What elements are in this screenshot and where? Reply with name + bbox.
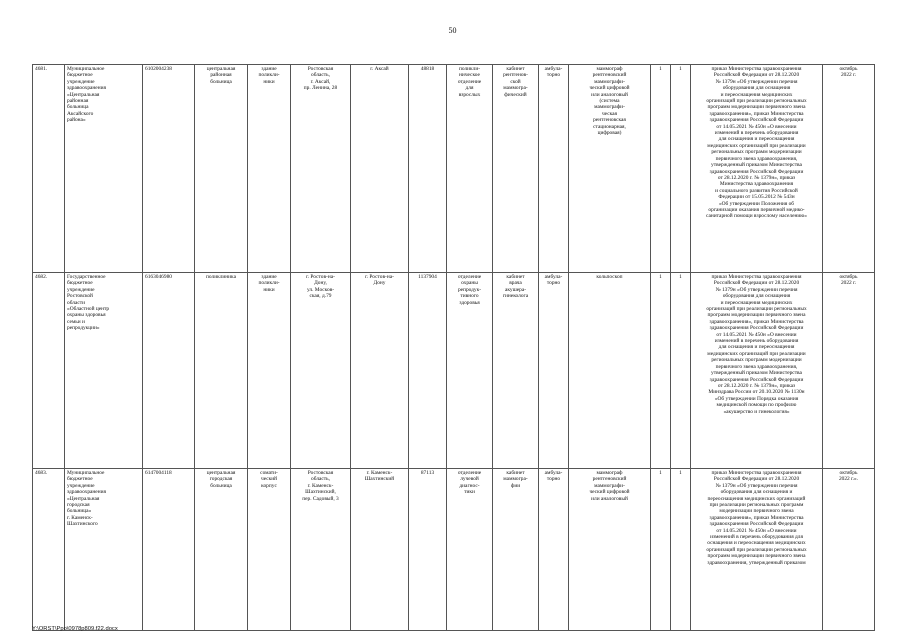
facility-type-line: городская bbox=[209, 476, 233, 483]
room-name-line: кабинет bbox=[506, 274, 525, 280]
facility-address-line: Шахтинский, bbox=[305, 489, 336, 496]
care-form bbox=[539, 273, 569, 469]
legal-basis-line: региональных программ модернизации bbox=[711, 149, 802, 156]
facility-address-line: г. Аксай, bbox=[310, 78, 331, 85]
room-name-line: маммогра- bbox=[503, 476, 528, 483]
locality-name bbox=[351, 65, 409, 273]
legal-basis-line: от 28.12.2020 г. № 1379н», приказ bbox=[717, 382, 796, 389]
equipment-name-line: кольпоскоп bbox=[596, 274, 623, 280]
locality-name-line: г. Аксай bbox=[370, 66, 389, 72]
quantity-1-value: 1 bbox=[659, 66, 662, 72]
organization-name bbox=[65, 469, 143, 631]
page-number: 50 bbox=[448, 26, 457, 35]
delivery-date-line: 2022 г. bbox=[840, 280, 857, 287]
organization-name-line: Государственное bbox=[67, 274, 106, 280]
organization-name-line: г. Каменск- bbox=[67, 514, 93, 521]
organization-name-line: учреждение bbox=[67, 482, 95, 489]
room-name-line: акушера- bbox=[504, 286, 527, 293]
room-name-line: врача bbox=[509, 280, 522, 287]
legal-basis-line: региональных программ модернизации bbox=[711, 357, 802, 364]
organization-name-line: Шахтинского bbox=[67, 521, 98, 528]
equipment-name bbox=[569, 469, 651, 631]
table-row bbox=[33, 469, 875, 631]
room-name bbox=[493, 469, 539, 631]
row-number-value: 4682. bbox=[35, 274, 48, 280]
row-number bbox=[33, 65, 65, 273]
organization-name-line: семьи и bbox=[67, 318, 85, 325]
equipment-name-line: ческий цифровой bbox=[589, 85, 630, 92]
delivery-date-line: октябрь bbox=[839, 470, 858, 476]
facility-address-line: ская, д.79 bbox=[309, 293, 332, 300]
department-name-line: отделение bbox=[457, 78, 482, 85]
quantity-2 bbox=[671, 469, 691, 631]
care-form-line: торно bbox=[546, 280, 561, 287]
equipment-name-line: стационарная, bbox=[593, 123, 626, 130]
organization-name-line: Муниципальное bbox=[67, 470, 105, 476]
department-name-line: тивного bbox=[460, 293, 479, 300]
legal-basis-line: и переоснащения медицинских bbox=[720, 299, 793, 306]
legal-basis-line: приказ Министерства здравоохранения bbox=[711, 470, 802, 476]
legal-basis-line: здравоохранения», приказ Министерства bbox=[709, 110, 804, 117]
facility-address-line: область, bbox=[311, 72, 330, 79]
facility-address-line: г. Ростов-на- bbox=[306, 274, 335, 280]
legal-basis-line: первичного звена здравоохранения, bbox=[715, 155, 798, 162]
inn-code-value: 6163046980 bbox=[145, 274, 172, 280]
department-name-line: репродук- bbox=[457, 286, 482, 293]
footer-file-path: Y:\ORST\Ppo\0978p809.f22.docx bbox=[32, 626, 118, 632]
delivery-date bbox=[823, 65, 875, 273]
legal-basis-line: санитарной помощи взрослому населению» bbox=[706, 213, 807, 220]
locality-code bbox=[409, 469, 447, 631]
organization-name-line: бюджетное bbox=[67, 476, 93, 483]
organization-name-line: «Центральная bbox=[67, 495, 100, 502]
organization-name-line: области bbox=[67, 299, 86, 306]
locality-name bbox=[351, 469, 409, 631]
legal-basis bbox=[691, 469, 823, 631]
facility-type-line: центральная bbox=[206, 66, 236, 72]
inn-code bbox=[143, 273, 195, 469]
care-form bbox=[539, 65, 569, 273]
facility-type bbox=[195, 469, 248, 631]
room-name-line: фический bbox=[504, 91, 527, 98]
legal-basis-line: Российской Федерации от 28.12.2020 bbox=[713, 476, 800, 483]
legal-basis-line: «Об утверждении Порядка оказания bbox=[714, 395, 799, 402]
department-name-line: диагнос- bbox=[459, 482, 480, 489]
legal-basis-line: оборудования для оснащения и bbox=[720, 489, 793, 496]
building-name-line: здание bbox=[261, 274, 277, 280]
legal-basis-line: оборудования для оснащения bbox=[722, 293, 791, 300]
department-name-line: здоровья bbox=[459, 299, 480, 306]
equipment-name-line: рентгеновский bbox=[592, 72, 627, 79]
legal-basis-line: медицинских организаций при реализации bbox=[707, 142, 806, 149]
locality-name-line: Шахтинский bbox=[364, 476, 395, 483]
department-name-line: ническое bbox=[459, 72, 480, 79]
legal-basis-line: модернизации первичного звена bbox=[719, 508, 794, 515]
organization-name-line: охраны здоровья bbox=[67, 312, 106, 319]
organization-name-line: больница bbox=[67, 104, 89, 111]
legal-basis-line: здравоохранения», приказ Министерства bbox=[709, 318, 804, 325]
row-number-value: 4683. bbox=[35, 470, 48, 476]
legal-basis-line: медицинских организаций при реализации bbox=[707, 350, 806, 357]
organization-name-line: «Областной центр bbox=[67, 306, 110, 313]
legal-basis-line: утвержденный приказом Министерства bbox=[711, 162, 802, 169]
legal-basis-line: при реализации региональных программ bbox=[709, 502, 804, 509]
legal-basis-line: первичного звена здравоохранения, bbox=[715, 363, 798, 370]
table-row bbox=[33, 273, 875, 469]
room-name-line: кабинет bbox=[506, 66, 525, 72]
inn-code-value: 6147004118 bbox=[145, 470, 172, 476]
legal-basis-line: Российской Федерации от 28.12.2020 bbox=[713, 72, 800, 79]
facility-type-line: поликлиника bbox=[206, 274, 236, 280]
department-name bbox=[447, 65, 493, 273]
department-name-line: отделение bbox=[457, 274, 482, 280]
delivery-date-line: 2022 г. bbox=[840, 72, 857, 79]
row-number bbox=[33, 273, 65, 469]
department-name-line: взрослых bbox=[458, 91, 481, 98]
care-form-line: торно bbox=[546, 476, 561, 483]
legal-basis-line: здравоохранения, утвержденный приказом bbox=[707, 559, 806, 566]
legal-basis-line: Российской Федерации от 28.12.2020 bbox=[713, 280, 800, 287]
organization-name-line: района» bbox=[67, 117, 86, 124]
organization-name-line: здравоохранения bbox=[67, 85, 106, 92]
legal-basis-line: здравоохранения Российской Федерации bbox=[709, 325, 804, 332]
locality-code bbox=[409, 65, 447, 273]
legal-basis-line: организаций при реализации региональных bbox=[706, 98, 807, 105]
facility-address-line: ул. Москов- bbox=[306, 286, 335, 293]
building-name-line: здание bbox=[261, 66, 277, 72]
room-name-line: фии bbox=[510, 482, 521, 489]
legal-basis-line: программ модернизации первичного звена bbox=[707, 553, 806, 560]
locality-name-line: г. Каменск- bbox=[366, 470, 393, 476]
legal-basis-line: медицинской помощи по профилю bbox=[716, 402, 797, 409]
quantity-2 bbox=[671, 65, 691, 273]
legal-basis-line: «Об утверждении Положения об bbox=[718, 200, 795, 207]
building-name-line: сомати- bbox=[260, 470, 278, 476]
department-name bbox=[447, 469, 493, 631]
locality-name-line: г. Ростов-на- bbox=[365, 274, 394, 280]
legal-basis-line: и социального развития Российской bbox=[715, 187, 798, 194]
building-name bbox=[248, 65, 291, 273]
legal-basis-line: оснащения и переоснащения медицинских bbox=[707, 540, 806, 547]
legal-basis-line: Министерства здравоохранения bbox=[719, 181, 794, 188]
delivery-date-line: октябрь bbox=[839, 66, 858, 72]
building-name-line: поликли- bbox=[258, 72, 280, 79]
legal-basis-line: организаций при реализации региональных bbox=[706, 546, 807, 553]
legal-basis-line: приказ Министерства здравоохранения bbox=[711, 66, 802, 72]
locality-name-line: Дону bbox=[373, 280, 386, 287]
legal-basis-line: и переоснащения медицинских bbox=[720, 91, 793, 98]
quantity-1-value: 1 bbox=[659, 470, 662, 476]
department-name-line: лучевой bbox=[460, 476, 479, 483]
legal-basis-line: от 28.12.2020 г. № 1379н», приказ bbox=[717, 174, 796, 181]
legal-basis-line: для оснащения и переоснащения bbox=[718, 136, 795, 143]
delivery-date-line: октябрь bbox=[839, 274, 858, 280]
facility-address-line: область, bbox=[311, 476, 330, 483]
legal-basis-line: изменений в перечень оборудования bbox=[714, 130, 799, 137]
facility-address-line: Дону, bbox=[314, 280, 327, 287]
department-name-line: поликли- bbox=[458, 66, 481, 72]
legal-basis-line: от 14.05.2021 № 450н «О внесении bbox=[716, 123, 797, 130]
legal-basis-line: здравоохранения Российской Федерации bbox=[709, 117, 804, 124]
facility-address-line: пер. Садовый, 3 bbox=[302, 495, 339, 502]
organization-name-line: здравоохранения bbox=[67, 489, 106, 496]
equipment-name-line: маммографи- bbox=[594, 78, 625, 85]
room-name-line: гинеколога bbox=[502, 293, 529, 300]
organization-name-line: больница» bbox=[67, 508, 92, 515]
legal-basis-line: программ модернизации первичного звена bbox=[707, 104, 806, 111]
organization-name bbox=[65, 65, 143, 273]
care-form-line: амбула- bbox=[544, 66, 563, 72]
legal-basis-line: изменений в перечень оборудования для bbox=[710, 534, 803, 541]
inn-code bbox=[143, 469, 195, 631]
equipment-name-line: ческий цифровой bbox=[589, 489, 630, 496]
equipment-name-line: рентгеновский bbox=[592, 476, 627, 483]
legal-basis-line: № 1379н «Об утверждении перечня bbox=[715, 286, 798, 293]
facility-type-line: районная bbox=[210, 72, 232, 79]
room-name bbox=[493, 273, 539, 469]
legal-basis-line: здравоохранения Российской Федерации bbox=[709, 521, 804, 528]
building-name-line: ники bbox=[263, 286, 275, 293]
locality-code-value: 48818 bbox=[420, 66, 435, 72]
care-form-line: торно bbox=[546, 72, 561, 79]
legal-basis-line: организации оказания первичной медико- bbox=[708, 206, 805, 213]
legal-basis-line: программ модернизации первичного звена bbox=[707, 312, 806, 319]
inn-code-value: 6102004238 bbox=[145, 66, 172, 72]
equipment-name-line: или аналоговый bbox=[591, 91, 628, 98]
register-table bbox=[32, 64, 875, 631]
organization-name-line: «Центральная bbox=[67, 91, 100, 98]
facility-address bbox=[291, 469, 351, 631]
legal-basis bbox=[691, 273, 823, 469]
organization-name-line: учреждение bbox=[67, 78, 95, 85]
facility-type bbox=[195, 65, 248, 273]
legal-basis-line: от 14.05.2021 № 450н «О внесении bbox=[716, 331, 797, 338]
building-name-line: корпус bbox=[261, 482, 277, 489]
organization-name-line: Ростовской bbox=[67, 293, 93, 300]
legal-basis-line: Минздрава России от 20.10.2020 № 1130н bbox=[708, 389, 805, 396]
delivery-date bbox=[823, 469, 875, 631]
delivery-date bbox=[823, 273, 875, 469]
organization-name-line: городская bbox=[67, 502, 90, 509]
quantity-2 bbox=[671, 273, 691, 469]
delivery-date-line: 2022 г.». bbox=[838, 476, 859, 483]
facility-address bbox=[291, 273, 351, 469]
quantity-2-value: 1 bbox=[679, 470, 682, 476]
legal-basis-line: организаций при реализации региональных bbox=[706, 306, 807, 313]
quantity-1 bbox=[651, 65, 671, 273]
organization-name-line: бюджетное bbox=[67, 280, 93, 287]
room-name-line: рентгенов- bbox=[503, 72, 528, 79]
quantity-1 bbox=[651, 469, 671, 631]
building-name-line: ческий bbox=[260, 476, 278, 483]
legal-basis bbox=[691, 65, 823, 273]
organization-name-line: учреждение bbox=[67, 286, 95, 293]
legal-basis-line: здравоохранения», приказ Министерства bbox=[709, 514, 804, 521]
legal-basis-line: оборудования для оснащения bbox=[722, 85, 791, 92]
locality-code bbox=[409, 273, 447, 469]
legal-basis-line: изменений в перечень оборудования bbox=[714, 338, 799, 345]
care-form bbox=[539, 469, 569, 631]
quantity-1-value: 1 bbox=[659, 274, 662, 280]
organization-name-line: Муниципальное bbox=[67, 66, 105, 72]
facility-type-line: больница bbox=[210, 78, 232, 85]
locality-code-value: 1137904 bbox=[418, 274, 437, 280]
facility-address-line: пр. Ленина, 28 bbox=[303, 85, 338, 92]
room-name-line: ской bbox=[510, 78, 521, 85]
legal-basis-line: здравоохранения Российской Федерации bbox=[709, 168, 804, 175]
care-form-line: амбула- bbox=[544, 274, 563, 280]
building-name bbox=[248, 469, 291, 631]
organization-name-line: Аксайского bbox=[67, 110, 94, 117]
equipment-name-line: маммограф bbox=[596, 470, 623, 476]
legal-basis-line: № 1379н «Об утверждении перечня bbox=[715, 482, 798, 489]
equipment-name-line: маммографи- bbox=[594, 104, 625, 111]
facility-address-line: Ростовская bbox=[307, 66, 334, 72]
organization-name-line: районная bbox=[67, 98, 89, 105]
department-name-line: отделение bbox=[457, 470, 482, 476]
care-form-line: амбула- bbox=[544, 470, 563, 476]
equipment-name-line: рентгеновская bbox=[593, 117, 626, 124]
equipment-name-line: цифровая) bbox=[597, 130, 622, 137]
department-name-line: для bbox=[465, 85, 474, 92]
locality-code-value: 87113 bbox=[420, 470, 435, 476]
row-number-value: 4681. bbox=[35, 66, 48, 72]
legal-basis-line: «акушерство и гинекология» bbox=[723, 408, 790, 415]
legal-basis-line: переоснащения медицинских организаций bbox=[707, 495, 806, 502]
legal-basis-line: для оснащения и переоснащения bbox=[718, 344, 795, 351]
department-name bbox=[447, 273, 493, 469]
quantity-2-value: 1 bbox=[679, 66, 682, 72]
building-name-line: ники bbox=[263, 78, 275, 85]
legal-basis-line: утвержденный приказом Министерства bbox=[711, 370, 802, 377]
department-name-line: тики bbox=[464, 489, 475, 496]
legal-basis-line: от 14.05.2021 № 450н «О внесении bbox=[716, 527, 797, 534]
facility-address-line: Ростовская bbox=[307, 470, 334, 476]
organization-name-line: репродукции» bbox=[67, 325, 100, 332]
locality-name bbox=[351, 273, 409, 469]
quantity-2-value: 1 bbox=[679, 274, 682, 280]
equipment-name-line: маммографи- bbox=[594, 482, 625, 489]
equipment-name-line: или аналоговый bbox=[591, 495, 628, 502]
row-number bbox=[33, 469, 65, 631]
facility-address-line: г. Каменск- bbox=[307, 482, 334, 489]
equipment-name-line: (система bbox=[599, 98, 620, 105]
legal-basis-line: № 1379н «Об утверждении перечня bbox=[715, 78, 798, 85]
room-name bbox=[493, 65, 539, 273]
quantity-1 bbox=[651, 273, 671, 469]
building-name bbox=[248, 273, 291, 469]
organization-name bbox=[65, 273, 143, 469]
room-name-line: маммогра- bbox=[503, 85, 528, 92]
room-name-line: кабинет bbox=[506, 470, 525, 476]
equipment-name bbox=[569, 273, 651, 469]
building-name-line: поликли- bbox=[258, 280, 280, 287]
facility-address bbox=[291, 65, 351, 273]
department-name-line: охраны bbox=[461, 280, 478, 287]
facility-type bbox=[195, 273, 248, 469]
equipment-name bbox=[569, 65, 651, 273]
facility-type-line: центральная bbox=[206, 470, 236, 476]
legal-basis-line: Федерации от 15.05.2012 № 543н bbox=[718, 194, 795, 201]
facility-type-line: больница bbox=[210, 482, 232, 489]
legal-basis-line: приказ Министерства здравоохранения bbox=[711, 274, 802, 280]
legal-basis-line: здравоохранения Российской Федерации bbox=[709, 376, 804, 383]
inn-code bbox=[143, 65, 195, 273]
table-row bbox=[33, 65, 875, 273]
equipment-name-line: ческая bbox=[601, 110, 618, 117]
equipment-name-line: маммограф bbox=[596, 66, 623, 72]
organization-name-line: бюджетное bbox=[67, 72, 93, 79]
